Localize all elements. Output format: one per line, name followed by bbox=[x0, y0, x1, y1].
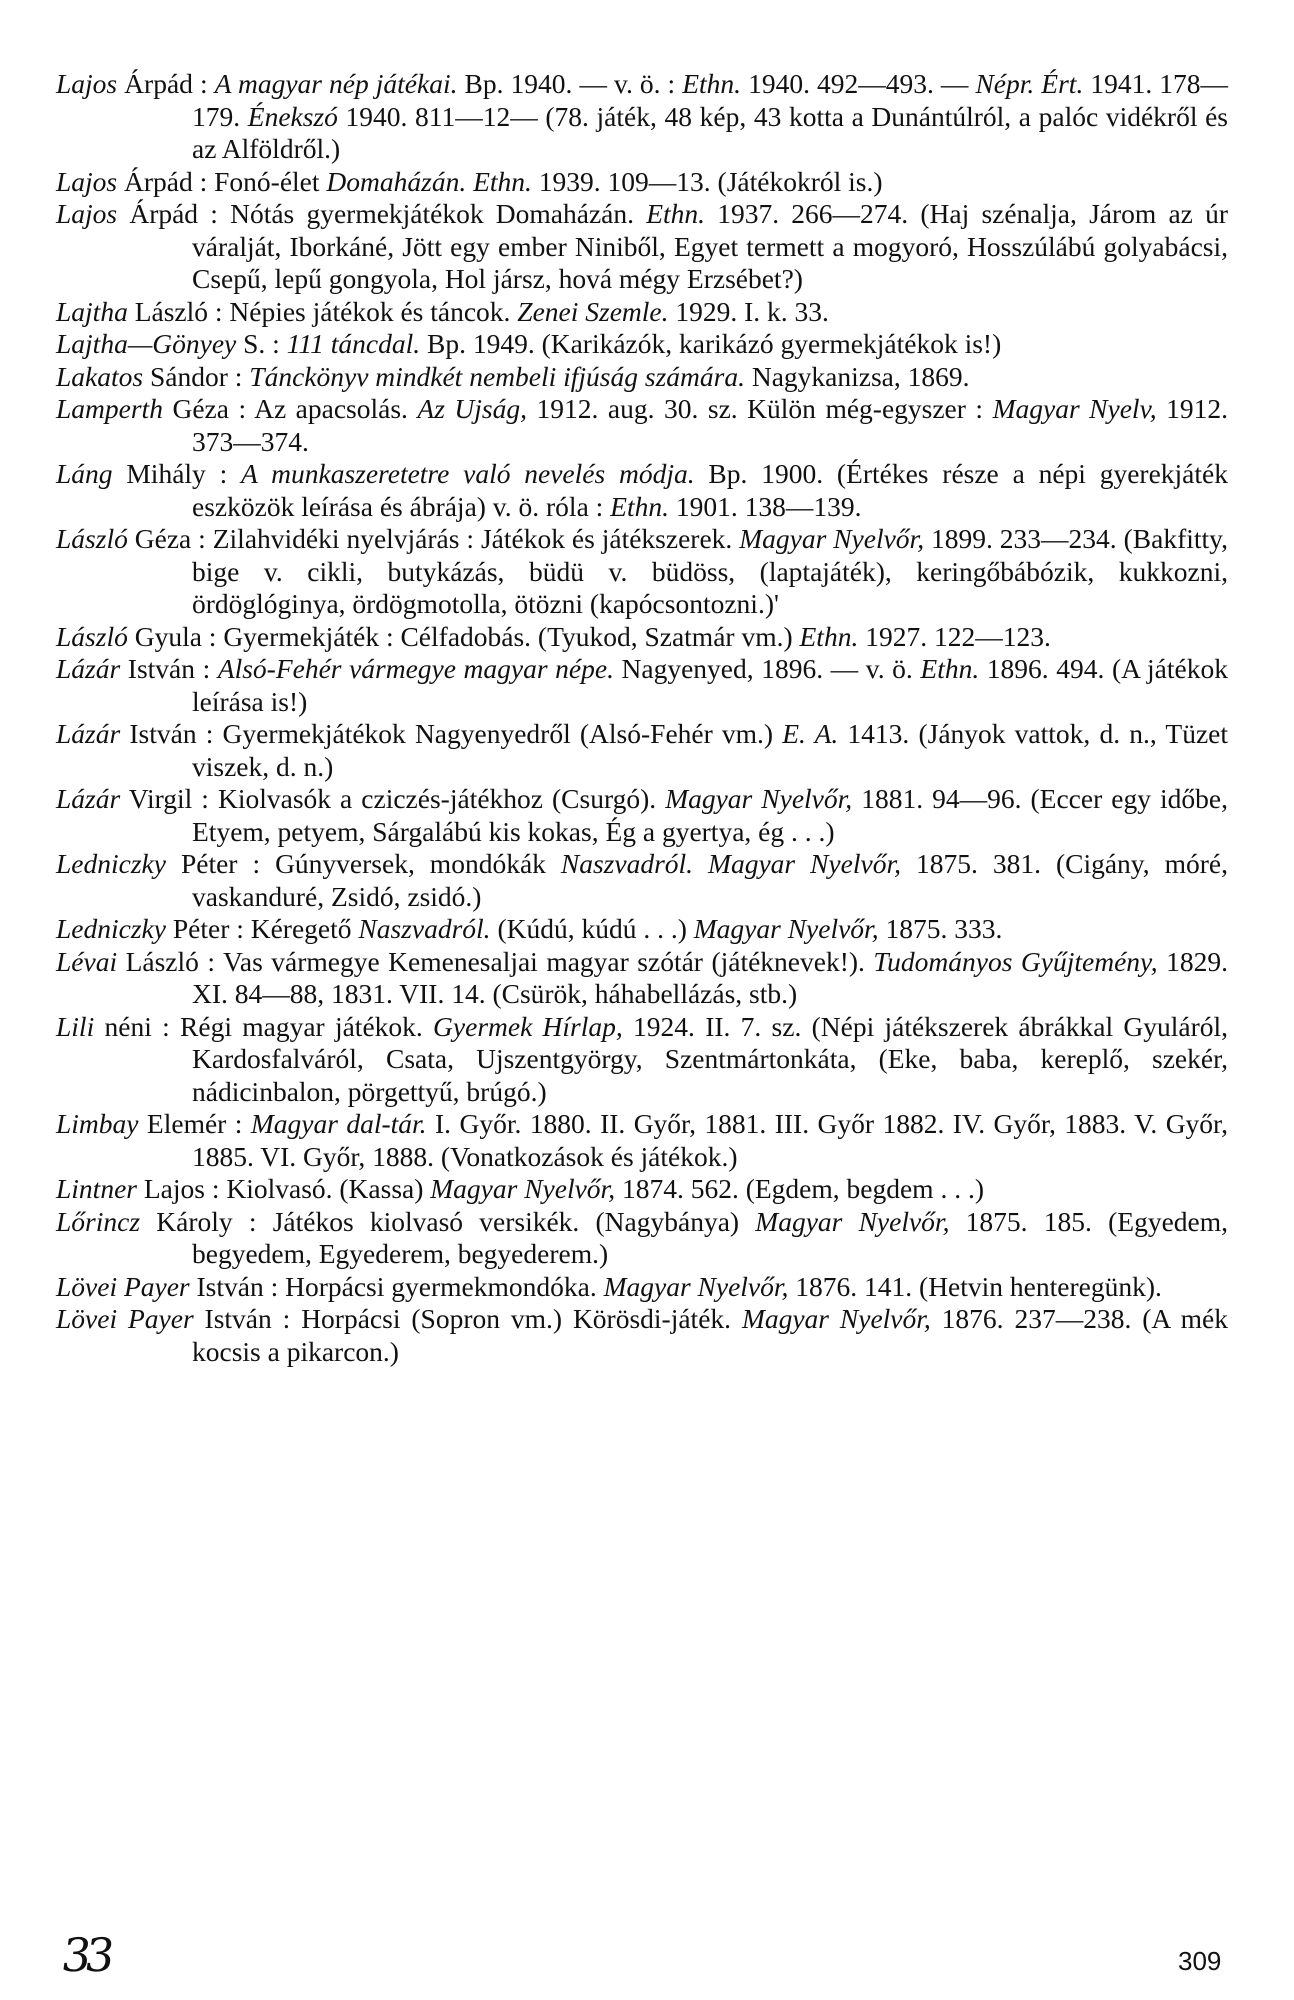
entry-text: 1829. XI. 84—88, 1831. VII. 14. (Csürök, háhabellázás, stb.) bbox=[192, 945, 1228, 1009]
bibliography-entry bbox=[56, 393, 1228, 458]
entry-text: László : Népies játékok és táncok. bbox=[127, 295, 518, 327]
entry-italic-text: Magyar Nyelvőr, bbox=[693, 913, 879, 944]
entry-italic-text: Magyar Nyelvőr, bbox=[739, 523, 925, 554]
entry-text: 1875. 381. (Cigány, móré, vaskanduré, Zsidó, zsidó.) bbox=[192, 848, 1228, 912]
entry-text: István : Horpácsi (Sopron vm.) Körösdi-játék. bbox=[193, 1303, 742, 1334]
entry-text: 1912. 373—374. bbox=[192, 393, 1228, 457]
bibliography-entry bbox=[56, 523, 1228, 621]
entry-text: 1881. 94—96. (Eccer egy időbe, Etyem, petyem, Sárgalábú kis kokas, Ég a gyertya, ég . . .) bbox=[192, 783, 1228, 847]
entry-text: 1924. II. 7. sz. (Népi játékszerek ábrákkal Gyuláról, Kardosfalváról, Csata, Ujszentgyörgy, Szentmártonkáta, (Eke, baba, kereplő, szekér, nádicinbalon, pörgettyű, brúgó.) bbox=[192, 1010, 1228, 1107]
entry-author: Lamperth bbox=[56, 393, 163, 424]
entry-text: 1876. 141. (Hetvin henteregünk). bbox=[788, 1270, 1162, 1302]
entry-italic-text: 111 táncdal. bbox=[286, 328, 421, 359]
entry-italic-text: Magyar dal-tár. bbox=[250, 1108, 427, 1139]
bibliography-entry bbox=[56, 1173, 1228, 1206]
entry-italic-text: Ethn. bbox=[646, 198, 706, 229]
entry-author: Limbay bbox=[56, 1108, 139, 1139]
entry-author: Ledniczky bbox=[56, 848, 166, 879]
bibliography-entry bbox=[56, 621, 1228, 654]
entry-text: Péter : Gúnyversek, mondókák bbox=[165, 848, 561, 879]
entry-text: Árpád : bbox=[117, 68, 215, 99]
entry-italic-text: Alsó-Fehér vármegye magyar népe. bbox=[217, 653, 614, 684]
bibliography-entry bbox=[56, 458, 1228, 523]
entry-text: Mihály : bbox=[112, 458, 242, 489]
entry-text: 1899. 233—234. (Bakfitty, bige v. cikli, butykázás, büdü v. büdöss, (laptajáték), keringőbábózik, kukkozni, ördöglóginya, ördögmotolla, ötözni (kapócsontozni.)' bbox=[192, 523, 1228, 619]
bibliography-entry bbox=[56, 946, 1228, 1011]
entry-text: S. : bbox=[236, 328, 287, 359]
entry-italic-text: E. A. bbox=[782, 718, 839, 749]
entry-italic-text: Naszvadról. Magyar Nyelvőr, bbox=[560, 848, 901, 879]
bibliography-entry bbox=[56, 361, 1228, 394]
entry-italic-text: Énekszó bbox=[247, 100, 338, 132]
entry-text: Sándor : bbox=[143, 360, 250, 392]
entry-author: Lajtha—Gönyey bbox=[56, 328, 237, 359]
entry-text: 1874. 562. (Egdem, begdem . . .) bbox=[615, 1173, 984, 1204]
entry-text: Virgil : Kiolvasók a cziczés-játékhoz (Csurgó). bbox=[120, 783, 666, 814]
entry-italic-text: Tudományos Gyűjtemény, bbox=[873, 945, 1158, 977]
entry-italic-text: A munkaszeretetre való nevelés módja. bbox=[241, 458, 695, 489]
entry-author: Lintner bbox=[56, 1173, 137, 1204]
entry-italic-text: A magyar nép játékai. bbox=[214, 68, 458, 99]
entry-italic-text: Ethn. bbox=[610, 490, 669, 522]
entry-author: Lili bbox=[56, 1010, 95, 1042]
entry-text: László : Vas vármegye Kemenesaljai magyar szótár (játéknevek!). bbox=[117, 945, 874, 977]
entry-author: Lázár bbox=[56, 783, 121, 814]
entry-author: László bbox=[56, 523, 128, 554]
entry-author: Lajos bbox=[56, 68, 118, 99]
entry-text: Bp. 1940. — v. ö. : bbox=[457, 68, 683, 99]
bibliography-entry bbox=[56, 166, 1228, 199]
entry-italic-text: Magyar Nyelv, bbox=[992, 393, 1157, 424]
entry-text: Károly : Játékos kiolvasó versikék. (Nagybánya) bbox=[140, 1205, 756, 1237]
bibliography-entry bbox=[56, 328, 1228, 361]
entry-italic-text: Gyermek Hírlap, bbox=[433, 1010, 623, 1042]
entry-text: 1941. 178—179. bbox=[192, 68, 1229, 132]
entry-text: 1929. I. k. 33. bbox=[668, 295, 829, 327]
entry-text: 1896. 494. (A játékok leírása is!) bbox=[192, 653, 1228, 717]
bibliography-entry bbox=[56, 913, 1228, 946]
entry-italic-text: Magyar Nyelvőr, bbox=[755, 1205, 950, 1237]
entry-text: Géza : Zilahvidéki nyelvjárás : Játékok és játékszerek. bbox=[127, 523, 740, 554]
bibliography-entry bbox=[56, 1303, 1228, 1368]
entry-text: Nagyenyed, 1896. — v. ö. bbox=[613, 653, 921, 684]
entry-text: 1875. 333. bbox=[878, 913, 1003, 944]
entry-italic-text: Tánckönyv mindkét nembeli ifjúság számára. bbox=[249, 360, 745, 392]
entry-text: 1901. 138—139. bbox=[669, 490, 862, 522]
bibliography-entry bbox=[56, 848, 1228, 913]
entry-author: Lévai bbox=[56, 945, 118, 977]
bibliography-entry bbox=[56, 68, 1228, 166]
entry-text: 1939. 109—13. (Játékokról is.) bbox=[531, 165, 883, 197]
entry-author: Ledniczky bbox=[56, 913, 166, 944]
entry-text: István : bbox=[120, 653, 218, 684]
entry-text: Bp. 1900. (Értékes része a népi gyerekjáték eszközök leírása és ábrája) v. ö. róla : bbox=[192, 458, 1228, 522]
entry-text: I. Győr. 1880. II. Győr, 1881. III. Győr 1882. IV. Győr, 1883. V. Győr, 1885. VI. Győr, 1888. (Vonatkozások és játékok.) bbox=[192, 1108, 1228, 1172]
entry-text: 1876. 237—238. (A mék kocsis a pikarcon.) bbox=[192, 1303, 1228, 1367]
entry-text: Péter : Kéregető bbox=[165, 913, 359, 944]
bibliography-entry bbox=[56, 1271, 1228, 1304]
entry-text: 1940. 811—12— (78. játék, 48 kép, 43 kotta a Dunántúlról, a palóc vidékről és az Alföldről.) bbox=[192, 100, 1229, 164]
bibliography-list bbox=[56, 68, 1228, 1368]
entry-text: Bp. 1949. (Karikázók, karikázó gyermekjátékok is!) bbox=[420, 328, 1002, 359]
entry-author: Lövei Payer bbox=[56, 1270, 190, 1302]
entry-author: Lövei Payer bbox=[56, 1303, 194, 1334]
entry-text: Géza : Az apacsolás. bbox=[162, 393, 418, 424]
entry-text: Árpád : Nótás gyermekjátékok Domaházán. bbox=[117, 198, 647, 229]
entry-text: néni : Régi magyar játékok. bbox=[94, 1010, 434, 1042]
entry-author: Lázár bbox=[56, 718, 121, 749]
entry-text: Elemér : bbox=[138, 1108, 251, 1139]
entry-italic-text: Magyar Nyelvőr, bbox=[665, 783, 853, 814]
bibliography-entry bbox=[56, 1108, 1228, 1173]
page-number: 309 bbox=[1178, 1946, 1222, 1976]
entry-text: 1912. aug. 30. sz. Külön még-egyszer : bbox=[527, 393, 993, 424]
entry-text: Árpád : Fonó-élet bbox=[117, 165, 327, 197]
entry-italic-text: Ethn. bbox=[682, 68, 742, 99]
entry-text: 1875. 185. (Egyedem, begyedem, Egyederem, begyederem.) bbox=[192, 1205, 1228, 1269]
entry-italic-text: Ethn. bbox=[920, 653, 980, 684]
bibliography-entry bbox=[56, 296, 1228, 329]
bibliography-entry bbox=[56, 1011, 1228, 1109]
entry-italic-text: Népr. Ért. bbox=[975, 68, 1084, 99]
bibliography-entry bbox=[56, 653, 1228, 718]
entry-text: Gyula : Gyermekjáték : Célfadobás. (Tyukod, Szatmár vm.) bbox=[127, 620, 800, 652]
bibliography-entry bbox=[56, 198, 1228, 296]
entry-italic-text: Magyar Nyelvőr, bbox=[741, 1303, 931, 1334]
entry-text: 1927. 122—123. bbox=[858, 620, 1051, 652]
entry-italic-text: Ethn. bbox=[799, 620, 859, 652]
entry-author: Lázár bbox=[56, 653, 121, 684]
bibliography-entry bbox=[56, 718, 1228, 783]
entry-author: Lajos bbox=[56, 165, 118, 197]
entry-text: 1940. 492—493. — bbox=[741, 68, 976, 99]
bibliography-entry bbox=[56, 783, 1228, 848]
entry-author: Lakatos bbox=[56, 360, 144, 392]
entry-author: Lőrincz bbox=[56, 1205, 141, 1237]
handwritten-number: 33 bbox=[58, 1928, 113, 1982]
entry-text: 1937. 266—274. (Haj szénalja, Járom az úr váralját, Iborkáné, Jött egy ember Niniből, Egyet termett a mogyoró, Hosszúlábú golyabácsi, Csepű, lepű gongyola, Hol jársz, hová mégy Erzsébet?) bbox=[192, 198, 1228, 294]
entry-text: Nagykanizsa, 1869. bbox=[744, 360, 970, 392]
entry-italic-text: Az Ujság, bbox=[417, 393, 528, 424]
bibliography-entry bbox=[56, 1206, 1228, 1271]
entry-italic-text: Magyar Nyelvőr, bbox=[430, 1173, 616, 1204]
entry-author: László bbox=[56, 620, 128, 652]
entry-text: István : Gyermekjátékok Nagyenyedről (Alsó-Fehér vm.) bbox=[120, 718, 783, 749]
entry-italic-text: Magyar Nyelvőr, bbox=[603, 1270, 789, 1302]
entry-italic-text: Zenei Szemle. bbox=[517, 295, 669, 327]
entry-author: Láng bbox=[56, 458, 113, 489]
entry-text: Lajos : Kiolvasó. (Kassa) bbox=[136, 1173, 431, 1204]
entry-author: Lajos bbox=[56, 198, 118, 229]
entry-text: István : Horpácsi gyermekmondóka. bbox=[189, 1270, 604, 1302]
entry-text: (Kúdú, kúdú . . .) bbox=[490, 913, 694, 944]
entry-italic-text: Domaházán. Ethn. bbox=[326, 165, 532, 197]
entry-author: Lajtha bbox=[56, 295, 128, 327]
entry-italic-text: Naszvadról. bbox=[358, 913, 491, 944]
entry-text: 1413. (Jányok vattok, d. n., Tüzet viszek, d. n.) bbox=[192, 718, 1228, 782]
